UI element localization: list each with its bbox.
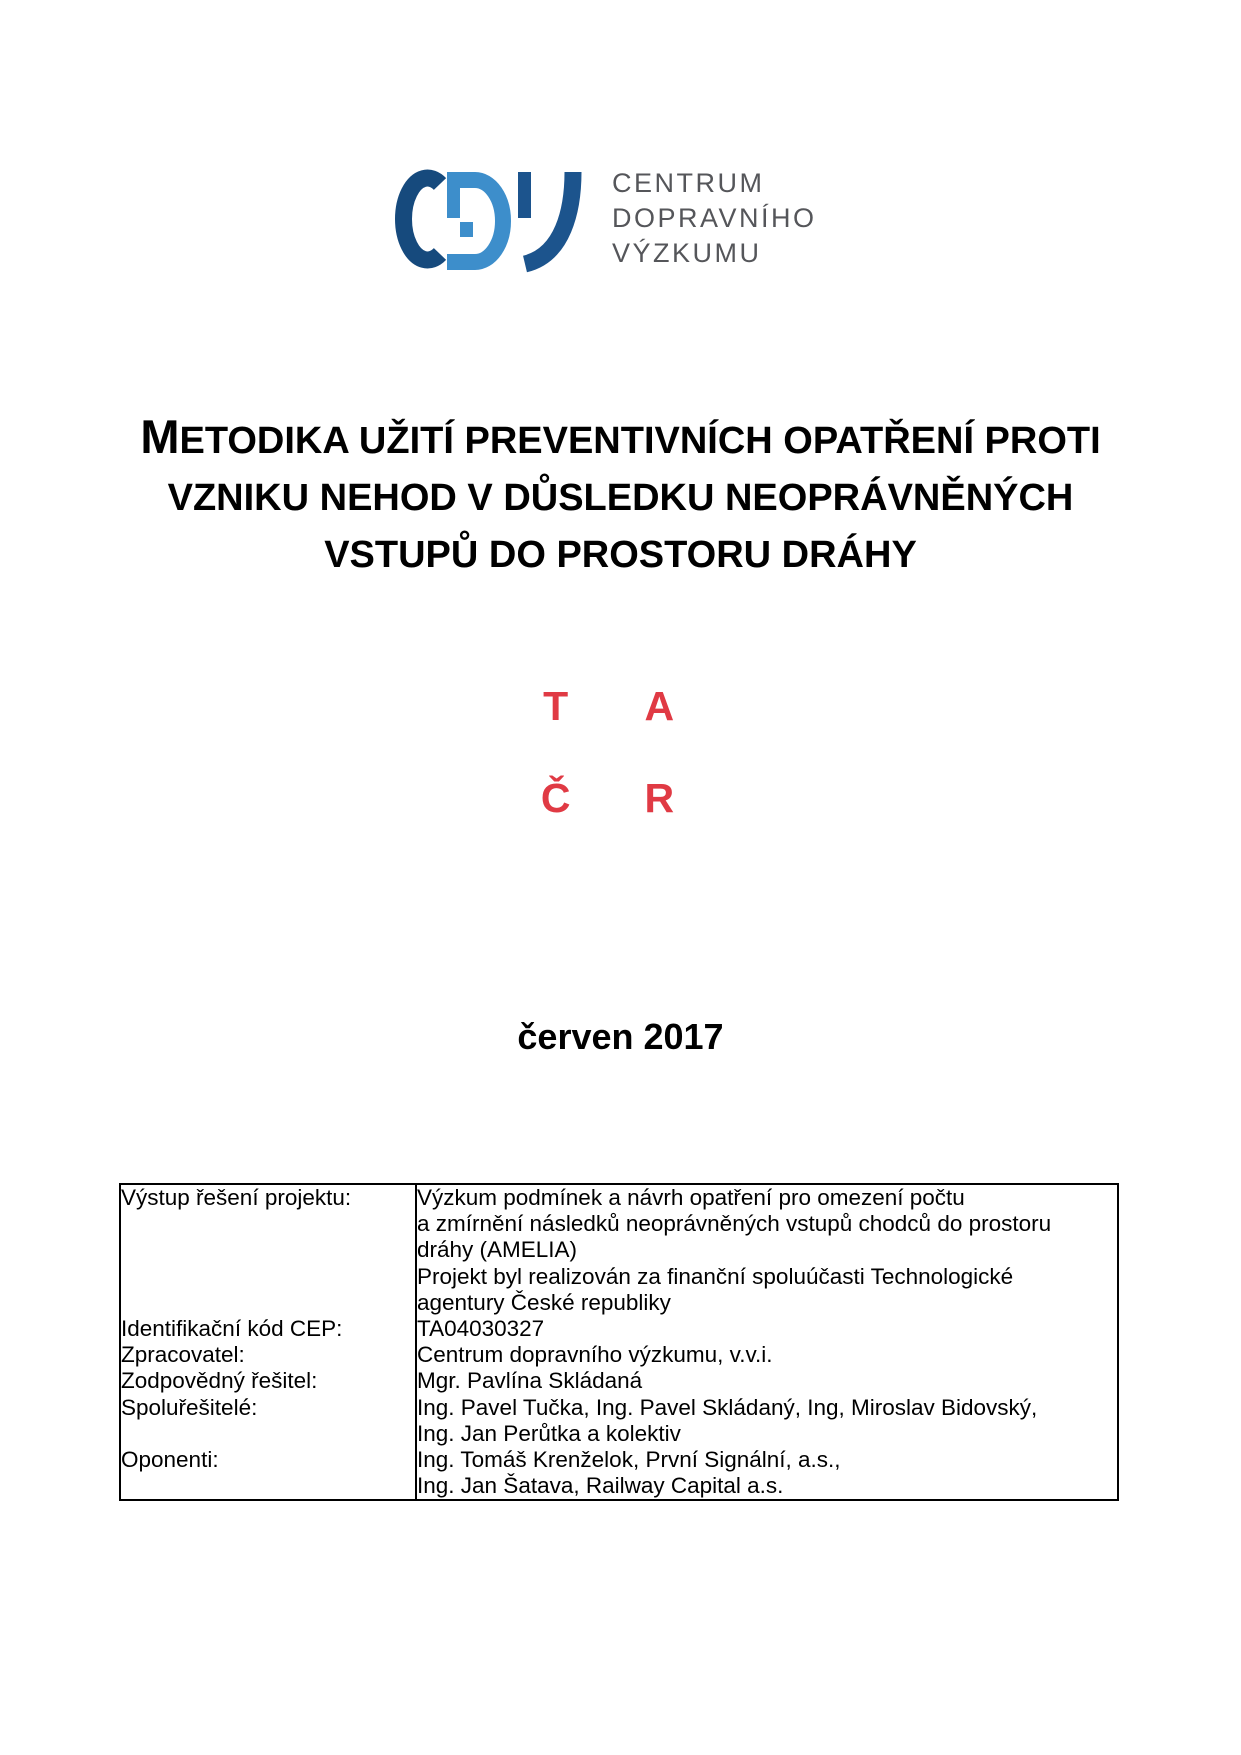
row-value-line: Centrum dopravního výzkumu, v.v.i.	[417, 1342, 773, 1368]
row-value	[416, 1395, 1118, 1447]
row-value-line: Ing. Jan Šatava, Railway Capital a.s.	[417, 1473, 784, 1499]
logo-text-line: DOPRAVNÍHO	[612, 203, 817, 233]
row-label: Identifikační kód CEP:	[120, 1316, 416, 1342]
row-label: Oponenti:	[120, 1447, 416, 1500]
title-line-3: VSTUPŮ DO PROSTORU DRÁHY	[324, 534, 917, 576]
cdv-logo-mark-icon	[383, 160, 588, 278]
row-value-line: Výzkum podmínek a návrh opatření pro omezení počtu	[417, 1185, 965, 1210]
table-row	[120, 1184, 1118, 1316]
tacr-letter-c: Č	[540, 775, 571, 821]
row-label: Spoluřešitelé:	[120, 1395, 416, 1447]
title-initial-letter: M	[140, 410, 180, 463]
row-value-line: Projekt byl realizován za finanční spoluúčasti Technologické	[417, 1263, 1014, 1289]
table-row	[120, 1447, 1118, 1500]
table-row	[120, 1368, 1118, 1394]
row-value-line: dráhy (AMELIA)	[417, 1237, 578, 1263]
logo-text-line: CENTRUM	[612, 168, 765, 198]
table-row	[120, 1342, 1118, 1368]
row-value	[416, 1184, 1118, 1316]
cdv-logo-text	[612, 166, 817, 271]
tacr-letter-r: R	[644, 775, 675, 821]
tacr-letter-a: A	[644, 683, 675, 729]
logo-text-line: VÝZKUMU	[612, 238, 762, 268]
row-value	[416, 1316, 1118, 1342]
row-value-line: TA04030327	[417, 1316, 545, 1342]
table-row	[120, 1316, 1118, 1342]
row-label: Zodpovědný řešitel:	[120, 1368, 416, 1394]
row-label: Zpracovatel:	[120, 1342, 416, 1368]
table-row	[120, 1395, 1118, 1447]
row-value	[416, 1368, 1118, 1394]
row-value-line: Mgr. Pavlína Skládaná	[417, 1368, 643, 1394]
tacr-letter-t: T	[543, 683, 569, 729]
row-value-line: Ing. Pavel Tučka, Ing. Pavel Skládaný, Ing, Miroslav Bidovský,	[417, 1394, 1038, 1420]
title-line-1	[40, 408, 1201, 470]
publication-date: červen 2017	[517, 1016, 724, 1057]
row-label: Výstup řešení projektu:	[120, 1184, 416, 1316]
row-value	[416, 1447, 1118, 1500]
title-line-1-rest: ETODIKA UŽITÍ PREVENTIVNÍCH OPATŘENÍ PROTI	[179, 420, 1101, 462]
row-value	[416, 1342, 1118, 1368]
cdv-logo	[383, 160, 817, 278]
row-value-line: Ing. Jan Perůtka a kolektiv	[417, 1420, 681, 1446]
tacr-logo	[0, 660, 1228, 844]
document-title	[40, 408, 1201, 584]
title-line-2: VZNIKU NEHOD V DŮSLEDKU NEOPRÁVNĚNÝCH	[167, 477, 1074, 519]
project-info-table	[119, 1183, 1119, 1501]
row-value-line: agentury České republiky	[417, 1289, 671, 1315]
row-value-line: a zmírnění následků neoprávněných vstupů chodců do prostoru	[417, 1211, 1052, 1237]
row-value-line: Ing. Tomáš Krenželok, První Signální, a.s.,	[417, 1447, 841, 1473]
